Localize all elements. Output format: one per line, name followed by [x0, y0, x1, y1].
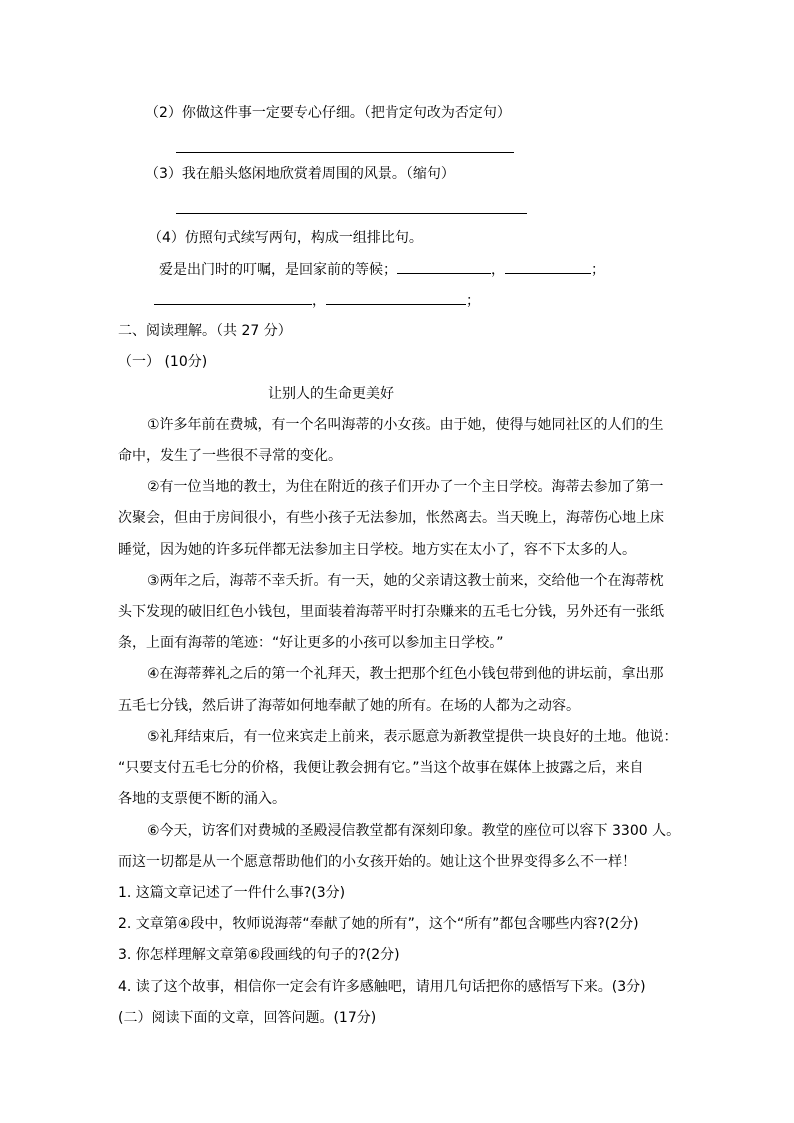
article-title: 让别人的生命更美好	[268, 386, 394, 402]
paragraph-3-line-3: 条，上面有海蒂的笔迹：“好让更多的小孩可以参加主日学校。”	[118, 635, 504, 651]
paragraph-5-line-2: “只要支付五毛七分的价格，我便让教会拥有它。”当这个故事在媒体上披露之后，来自	[118, 760, 644, 776]
answer-blank-4[interactable]	[326, 291, 466, 305]
comma-separator: ，	[312, 293, 326, 309]
paragraph-4-line-2: 五毛七分钱，然后讲了海蒂如何地奉献了她的所有。在场的人都为之动容。	[118, 698, 580, 714]
paragraph-5-line-1: ⑤礼拜结束后，有一位来宾走上前来，表示愿意为新教堂提供一块良好的土地。他说：	[147, 729, 678, 745]
answer-blank-2[interactable]	[505, 260, 591, 274]
comma-separator: ，	[491, 262, 505, 278]
reading-question-4: 4. 读了这个故事，相信你一定会有许多感触吧，请用几句话把你的感悟写下来。(3分)	[118, 979, 646, 995]
part-2-label: (二）阅读下面的文章，回答问题。(17分)	[118, 1010, 377, 1026]
part-1-label: （一） (10分)	[118, 354, 208, 370]
parallel-sentence-line-2	[154, 291, 480, 310]
paragraph-2-line-2: 次聚会，但由于房间很小，有些小孩子无法参加，怅然离去。当天晚上，海蒂伤心地上床	[118, 510, 664, 526]
semicolon-separator: ；	[466, 293, 480, 309]
answer-blank-3[interactable]	[154, 291, 312, 305]
paragraph-3-line-1: ③两年之后，海蒂不幸夭折。有一天，她的父亲请这教士前来，交给他一个在海蒂枕	[147, 573, 664, 589]
paragraph-6-line-2: 而这一切都是从一个愿意帮助他们的小女孩开始的。她让这个世界变得多么不一样！	[118, 854, 636, 870]
section-2-heading: 二、阅读理解。（共 27 分）	[118, 323, 292, 339]
paragraph-2-line-1: ②有一位当地的教士，为住在附近的孩子们开办了一个主日学校。海蒂去参加了第一	[147, 479, 664, 495]
answer-blank-1[interactable]	[397, 260, 491, 274]
paragraph-5-line-3: 各地的支票便不断的涌入。	[118, 791, 286, 807]
reading-question-3: 3. 你怎样理解文章第⑥段画线的句子的?(2分)	[118, 947, 400, 963]
question-4-text: （4）仿照句式续写两句，构成一组排比句。	[148, 230, 423, 246]
parallel-sentence-prefix: 爱是出门时的叮嘱，是回家前的等候；	[159, 262, 397, 278]
answer-line-q3[interactable]	[176, 213, 527, 214]
question-3-text: （3）我在船头悠闲地欣赏着周围的风景。（缩句）	[145, 166, 455, 182]
paragraph-2-line-3: 睡觉，因为她的许多玩伴都无法参加主日学校。地方实在太小了，容不下太多的人。	[118, 542, 636, 558]
paragraph-4-line-1: ④在海蒂葬礼之后的第一个礼拜天，教士把那个红色小钱包带到他的讲坛前，拿出那	[147, 666, 664, 682]
paragraph-1-line-1: ①许多年前在费城，有一个名叫海蒂的小女孩。由于她，使得与她同社区的人们的生	[147, 417, 664, 433]
paragraph-1-line-2: 命中，发生了一些很不寻常的变化。	[118, 448, 342, 464]
paragraph-3-line-2: 头下发现的破旧红色小钱包，里面装着海蒂平时打杂赚来的五毛七分钱，另外还有一张纸	[118, 604, 664, 620]
answer-line-q2[interactable]	[176, 152, 514, 153]
semicolon-separator: ；	[591, 262, 605, 278]
paragraph-6-line-1: ⑥今天，访客们对费城的圣殿浸信教堂都有深刻印象。教堂的座位可以容下 3300 人。	[147, 823, 681, 839]
parallel-sentence-line-1	[159, 260, 605, 279]
reading-question-1: 1. 这篇文章记述了一件什么事?(3分)	[118, 885, 346, 901]
reading-question-2: 2. 文章第④段中，牧师说海蒂“奉献了她的所有”，这个“所有”都包含哪些内容?(2分)	[118, 916, 639, 932]
question-2-text: （2）你做这件事一定要专心仔细。（把肯定句改为否定句）	[145, 105, 511, 121]
